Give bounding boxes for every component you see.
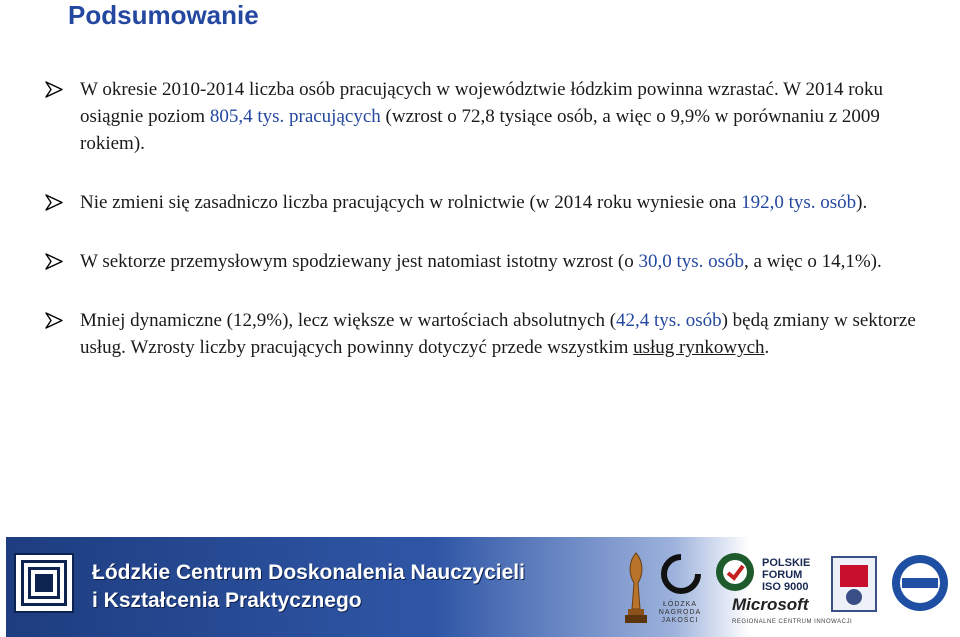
highlight-value: 30,0 tys. osób [638,251,745,272]
certificate-badge-icon [830,555,878,613]
quality-badge-icon [714,551,756,593]
bullet-item [44,189,924,216]
bullet-text: ) będą zmiany w sektorze usług. Wzrosty liczby pracujących powinny dotyczyć przede wszystkim [80,310,916,358]
bullet-item [44,307,924,361]
award-statue-icon [616,547,656,627]
pfj-line1: POLSKIE [762,557,811,569]
organization-name-line1: Łódzkie Centrum Doskonalenia Nauczycieli [92,561,525,584]
microsoft-subtitle: REGIONALNE CENTRUM INNOWACJI [732,619,853,625]
bullet-list [44,76,924,361]
bullet-text: , a więc o 14,1%). [744,251,882,272]
bullet-text: . [764,337,770,358]
arrow-bullet-icon [44,194,64,211]
bullet-text: Nie zmieni się zasadniczo liczba pracujących w rolnictwie (w 2014 roku wyniesie ona [80,192,742,213]
arrow-bullet-icon [44,312,64,329]
bullet-item [44,76,924,157]
arrow-bullet-icon [44,81,64,98]
highlight-value: 192,0 tys. osób [741,192,857,213]
pfj-line3: ISO 9000 [762,581,809,593]
microsoft-logo: Microsoft [732,595,809,614]
bullet-text: W sektorze przemysłowym spodziewany jest natomiast istotny wzrost (o [80,251,639,272]
bullet-text: W okresie 2010-2014 liczba osób pracujących w województwie łódzkim powinna wzrastać. W 2014 roku osiągnie poziom [80,79,884,127]
bullet-text: ). [856,192,868,213]
bullet-text: Mniej dynamiczne (12,9%), lecz większe w wartościach absolutnych ( [80,310,617,331]
bullet-text: (wzrost o 72,8 tysiące osób, a więc o 9,9% w porównaniu z 2009 rokiem). [80,106,880,154]
award-ring-icon [660,553,702,595]
iqnet-badge-icon [890,553,950,613]
organization-name-line2: i Kształcenia Praktycznego [92,589,362,612]
square-logo-icon [14,553,74,613]
underlined-text: usług rynkowych [633,337,765,358]
pfj-line2: FORUM [762,569,803,581]
page-title: Podsumowanie [68,0,259,30]
highlight-value: 42,4 tys. osób [616,310,722,331]
arrow-bullet-icon [44,253,64,270]
footer-banner [6,537,960,637]
pfj-logo-text [762,557,824,593]
highlight-value: 805,4 tys. pracujących [209,106,381,127]
bullet-item [44,248,924,275]
award-label: ŁÓDZKA NAGRODA JAKOŚCI [658,601,702,624]
